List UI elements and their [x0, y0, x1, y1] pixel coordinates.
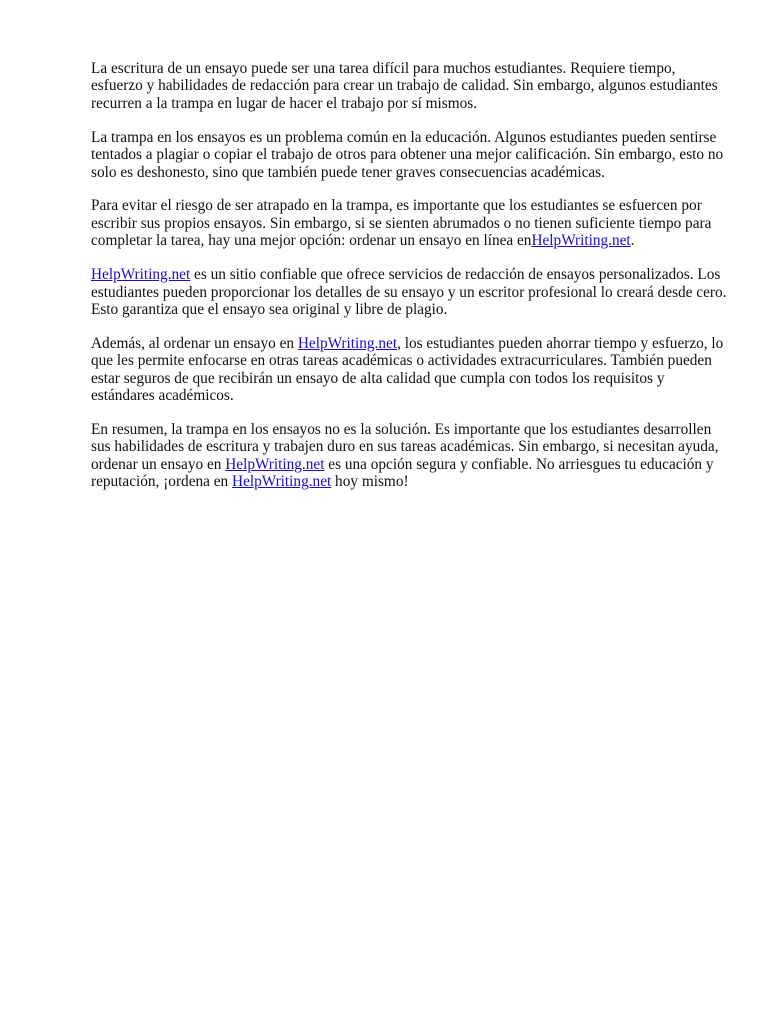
document-page — [91, 60, 731, 507]
helpwriting-link[interactable]: HelpWriting.net — [232, 473, 332, 491]
paragraph-text: Para evitar el riesgo de ser atrapado en la trampa, es importante que los estudiantes se esfuercen por escribir sus propios ensayos. Sin embargo, si se sienten abrumados o no tienen suficiente tiempo para completar la tarea, hay una mejor opción: ordenar un ensayo en línea en — [91, 197, 712, 250]
paragraph-text: . — [630, 232, 635, 250]
paragraph-benefits — [91, 335, 731, 405]
paragraph-text: , los estudiantes pueden ahorrar tiempo y esfuerzo, lo que les permite enfocarse en otras tareas académicas o actividades extracurriculares. También pueden estar seguros de que recibirán un ensayo de alta calidad que cumpla con todos los requisitos y estándares académicos. — [91, 334, 724, 405]
paragraph-summary — [91, 421, 731, 491]
paragraph-avoid-risk — [91, 197, 731, 249]
helpwriting-link[interactable]: HelpWriting.net — [91, 266, 191, 284]
paragraph-text: En resumen, la trampa en los ensayos no es la solución. Es importante que los estudiantes desarrollen sus habilidades de escritura y trabajen duro en sus tareas académicas. Sin embargo, si necesitan ayuda, ordenar un ensayo en — [91, 421, 719, 473]
paragraph-text: hoy mismo! — [331, 473, 409, 491]
helpwriting-link[interactable]: HelpWriting.net — [531, 232, 631, 250]
helpwriting-link[interactable]: HelpWriting.net — [225, 455, 325, 473]
paragraph-site-description — [91, 266, 731, 318]
paragraph-text: Además, al ordenar un ensayo en — [91, 334, 298, 352]
paragraph-cheating-problem: La trampa en los ensayos es un problema común en la educación. Algunos estudiantes pueden sentirse tentados a plagiar o copiar el trabajo de otros para obtener una mejor calificación. Sin embargo, esto no solo es deshonesto, sino que también puede tener graves consecuencias académicas. — [91, 128, 724, 181]
paragraph-text: es un sitio confiable que ofrece servicios de redacción de ensayos personalizados. Los estudiantes pueden proporcionar los detalles de su ensayo y un escritor profesional lo creará desde cero. Esto garantiza que el ensayo sea original y libre de plagio. — [91, 266, 727, 318]
helpwriting-link[interactable]: HelpWriting.net — [297, 334, 398, 352]
paragraph-intro: La escritura de un ensayo puede ser una tarea difícil para muchos estudiantes. Requiere tiempo, esfuerzo y habilidades de redacción para crear un trabajo de calidad. Sin embargo, algunos estudiantes recurren a la trampa en lugar de hacer el trabajo por sí mismos. — [91, 60, 718, 112]
paragraph-text: es una opción segura y confiable. No arriesgues tu educación y reputación, ¡ordena en — [91, 455, 714, 491]
